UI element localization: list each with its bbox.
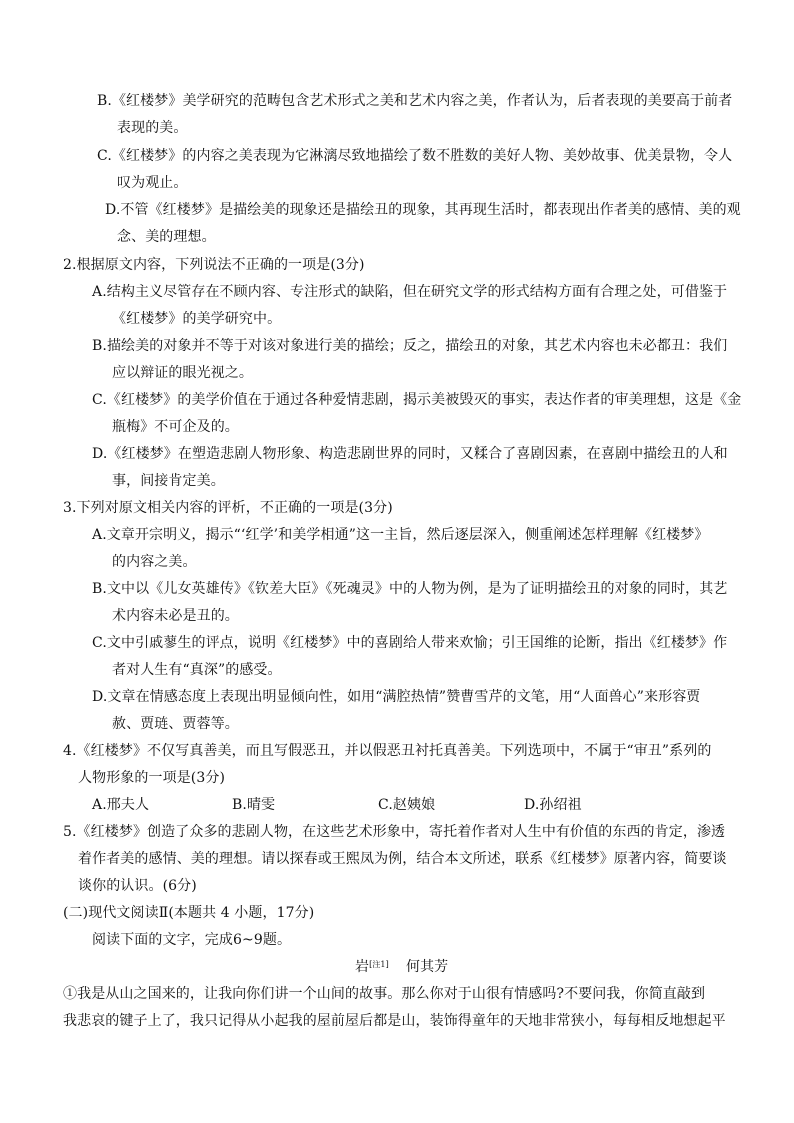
q4-option-a: A.邢夫人 — [92, 797, 150, 813]
q3-option-d-line2: 赦、贾琏、贾蓉等。 — [112, 716, 239, 732]
reading-paragraph1-line1: ①我是从山之国来的，让我向你们讲一个山间的故事。那么你对于山很有情感吗?不要问我，你简直敲到 — [63, 986, 706, 1002]
q1-option-c-line1: C.《红楼梦》的内容之美表现为它淋漓尽致地描绘了数不胜数的美好人物、美妙故事、优美景物，令人 — [97, 148, 733, 164]
q5-stem-line1: 5.《红楼梦》创造了众多的悲剧人物，在这些艺术形象中，寄托着作者对人生中有价值的东西的肯定，渗透 — [63, 824, 726, 840]
reading-author: 何其芳 — [405, 959, 449, 975]
q4-option-d: D.孙绍祖 — [524, 797, 582, 813]
q4-option-b: B.晴雯 — [232, 797, 276, 813]
section2-heading: (二)现代文阅读Ⅱ(本题共 4 小题，17分) — [63, 905, 315, 921]
q2-option-b-line2: 应以辩证的眼光视之。 — [112, 365, 253, 381]
reading-title-text: 岩 — [355, 959, 370, 975]
q3-option-a-line2: 的内容之美。 — [112, 554, 197, 570]
q4-stem-line1: 4.《红楼梦》不仅写真善美，而且写假恶丑，并以假恶丑衬托真善美。下列选项中，不属于“审丑”系列的 — [63, 743, 712, 759]
q1-option-c-line2: 叹为观止。 — [117, 175, 188, 191]
q3-option-c-line2: 者对人生有“真深”的感受。 — [112, 662, 282, 678]
q5-stem-line2: 着作者美的感情、美的理想。请以探春或王熙凤为例，结合本文所述，联系《红楼梦》原著内容，简要谈 — [78, 851, 727, 867]
q2-option-c-line2: 瓶梅》不可企及的。 — [112, 419, 239, 435]
q5-stem-line3: 谈你的认识。(6分) — [78, 878, 197, 894]
q1-option-b-line1: B.《红楼梦》美学研究的范畴包含艺术形式之美和艺术内容之美，作者认为，后者表现的美要高于前者 — [97, 93, 733, 109]
q2-stem: 2.根据原文内容，下列说法不正确的一项是(3分) — [63, 257, 365, 273]
q3-option-b-line1: B.文中以《儿女英雄传》《钦差大臣》《死魂灵》中的人物为例，是为了证明描绘丑的对象的同时，其艺 — [92, 581, 728, 597]
q3-option-b-line2: 术内容未必是丑的。 — [112, 608, 239, 624]
q4-option-c: C.赵姨娘 — [378, 797, 436, 813]
q3-option-a-line1: A.文章开宗明义，揭示“‘红学’和美学相通”这一主旨，然后逐层深入，侧重阐述怎样理解《红楼梦》 — [92, 527, 709, 543]
q1-option-b-line2: 表现的美。 — [117, 120, 188, 136]
q2-option-a-line1: A.结构主义尽管存在不顾内容、专注形式的缺陷，但在研究文学的形式结构方面有合理之处，可借鉴于 — [92, 284, 728, 300]
q2-option-b-line1: B.描绘美的对象并不等于对该对象进行美的描绘；反之，描绘丑的对象，其艺术内容也未必都丑：我们 — [92, 338, 728, 354]
q2-option-c-line1: C.《红楼梦》的美学价值在于通过各种爱情悲剧，揭示美被毁灭的事实，表达作者的审美理想，这是《金 — [92, 392, 742, 408]
q4-stem-line2: 人物形象的一项是(3分) — [78, 770, 226, 786]
q2-option-a-line2: 《红楼梦》的美学研究中。 — [112, 311, 282, 327]
q3-option-d-line1: D.文章在情感态度上表现出明显倾向性，如用“满腔热情”赞曹雪芹的文笔，用“人面兽心”来形容贾 — [92, 689, 701, 705]
q2-option-d-line2: 事，间接肯定美。 — [112, 473, 225, 489]
title-footnote-mark: [注1] — [369, 960, 389, 969]
q3-option-c-line1: C.文中引戚蓼生的评点，说明《红楼梦》中的喜剧给人带来欢愉；引王国维的论断，指出《红楼梦》作 — [92, 635, 728, 651]
q1-option-d-line1: D.不管《红楼梦》是描绘美的现象还是描绘丑的现象，其再现生活时，都表现出作者美的感情、美的观 — [105, 202, 741, 218]
reading-paragraph1-line2: 我悲哀的键子上了，我只记得从小起我的屋前屋后都是山，装饰得童年的天地非常狭小，每每相反地想起平 — [63, 1013, 726, 1029]
section2-instruction: 阅读下面的文字，完成6~9题。 — [92, 932, 292, 948]
reading-title — [355, 958, 448, 976]
q2-option-d-line1: D.《红楼梦》在塑造悲剧人物形象、构造悲剧世界的同时，又糅合了喜剧因素，在喜剧中描绘丑的人和 — [92, 446, 728, 462]
q3-stem: 3.下列对原文相关内容的评析，不正确的一项是(3分) — [63, 500, 393, 516]
q1-option-d-line2: 念、美的理想。 — [117, 229, 216, 245]
